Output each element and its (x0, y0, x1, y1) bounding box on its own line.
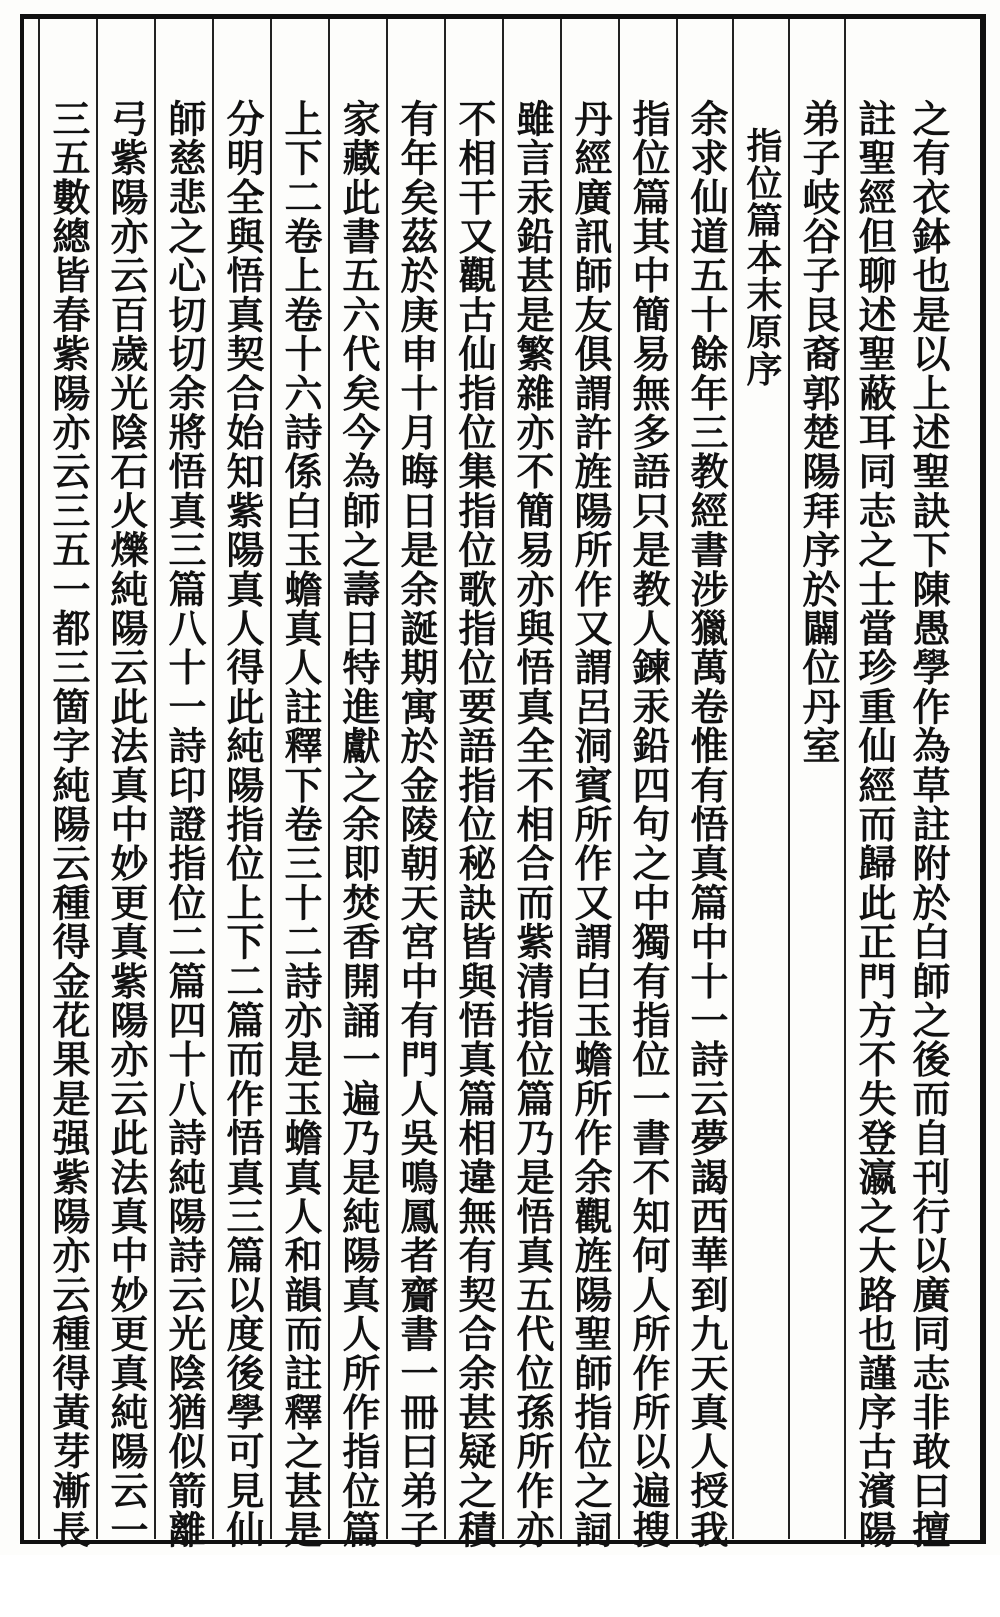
column-text: 師慈悲之心切切余將悟真三篇八十一詩印證指位二篇四十八詩純陽詩云光陰猶似箭離 (162, 99, 207, 1550)
column-text: 有年矣茲於庚申十月晦日是余誕期寓於金陵朝天宮中有門人吳鳴鳳者齎書一冊曰弟子 (394, 99, 439, 1550)
text-column-11 (328, 19, 384, 1550)
text-column-8 (502, 19, 558, 1550)
section-title: 指位篇本末原序 (741, 127, 783, 388)
text-column-13 (212, 19, 268, 1550)
column-text: 之有衣鉢也是以上述聖訣下陳愚學作為草註附於白師之後而自刊行以廣同志非敢曰擅 (906, 99, 951, 1550)
column-text: 三五數總皆春紫陽亦云三五一都三箇字純陽云種得金花果是强紫陽亦云種得黃芽漸長 (46, 99, 91, 1550)
column-text: 分明全與悟真契合始知紫陽真人得此純陽指位上下二篇而作悟真三篇以度後學可見仙 (220, 99, 265, 1550)
column-text: 雖言汞鉛甚是繁雜亦不簡易亦與悟真全不相合而紫清指位篇乃是悟真五代位孫所作亦 (510, 99, 555, 1550)
column-text: 弓紫陽亦云百歲光陰石火爍純陽云此法真中妙更真紫陽亦云此法真中妙更真純陽云一 (104, 99, 149, 1550)
column-text: 余求仙道五十餘年三教經書涉獵萬卷惟有悟真篇中十一詩云夢謁西華到九天真人授我 (684, 99, 729, 1550)
column-text: 弟子岐谷子艮裔郭楚陽拜序於闢位丹室 (796, 99, 841, 766)
column-text: 家藏此書五六代矣今為師之壽日特進獻之余即焚香開誦一遍乃是純陽真人所作指位篇 (336, 99, 381, 1550)
text-column-10 (386, 19, 442, 1550)
column-text: 丹經廣訊師友俱謂許旌陽所作又謂呂洞賓所作又謂白玉蟾所作余觀旌陽聖師指位之詞 (568, 99, 613, 1550)
column-text: 不相干又觀古仙指位集指位歌指位要語指位秘訣皆與悟真篇相違無有契合余甚疑之積 (452, 99, 497, 1550)
text-column-2 (844, 19, 900, 1550)
text-column-15 (96, 19, 152, 1550)
column-text: 上下二卷上卷十六詩係白玉蟾真人註釋下卷三十二詩亦是玉蟾真人和韻而註釋之甚是 (278, 99, 323, 1550)
text-column-1 (900, 19, 956, 1550)
text-column-3 (788, 19, 844, 1539)
column-text: 指位篇其中簡易無多語只是教人鍊汞鉛四句之中獨有指位一書不知何人所作所以遍搜 (626, 99, 671, 1550)
text-column-12 (270, 19, 326, 1550)
text-column-7 (560, 19, 616, 1550)
text-column-14 (154, 19, 210, 1550)
column-text: 註聖經但聊述聖蔽耳同志之士當珍重仙經而歸此正門方不失登瀛之大路也謹序古濱陽 (852, 99, 897, 1550)
text-column-9 (444, 19, 500, 1550)
text-column-6 (618, 19, 674, 1550)
section-title-column (732, 19, 788, 1539)
text-column-5 (676, 19, 732, 1550)
text-column-16 (38, 19, 94, 1550)
